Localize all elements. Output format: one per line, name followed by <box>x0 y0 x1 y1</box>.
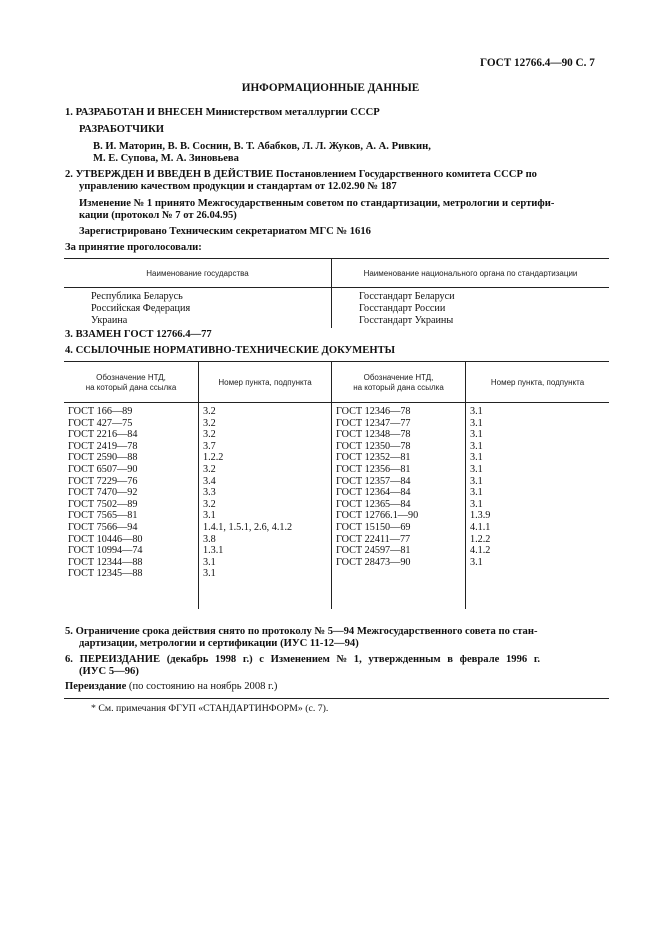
ref-left-item: 3.1 <box>203 510 216 522</box>
ref-right-doc: ГОСТ 24597—81 <box>336 545 411 557</box>
ref-left-doc: ГОСТ 2419—78 <box>68 440 138 452</box>
footnote-separator <box>64 698 609 699</box>
developers-line-2: М. Е. Супова, М. А. Зиновьева <box>93 153 239 164</box>
vote-table-header-border <box>64 287 609 288</box>
ref-right-doc: ГОСТ 12364—84 <box>336 487 411 499</box>
ref-right-item: 1.3.9 <box>470 510 491 522</box>
ref-header-doc-right-line1: Обозначение НТД, <box>363 373 434 382</box>
ref-right-doc: ГОСТ 12347—77 <box>336 417 411 429</box>
ref-left-item: 3.2 <box>203 406 216 417</box>
ref-right-doc: ГОСТ 12346—78 <box>336 406 411 417</box>
ref-left-item: 3.2 <box>203 464 216 475</box>
developers-label: РАЗРАБОТЧИКИ <box>79 124 165 135</box>
vote-body-1: Госстандарт Беларуси <box>359 291 455 302</box>
ref-left-doc: ГОСТ 166—89 <box>68 406 133 417</box>
developers-line-1: В. И. Маторин, В. В. Соснин, В. Т. Абабков, Л. Л. Жуков, А. А. Ривкин, <box>93 141 431 152</box>
ref-right-doc: ГОСТ 12365—84 <box>336 498 411 510</box>
ref-left-doc: ГОСТ 10994—74 <box>68 545 143 557</box>
section-4-text: 4. ССЫЛОЧНЫЕ НОРМАТИВНО-ТЕХНИЧЕСКИЕ ДОКУМЕНТЫ <box>65 345 396 356</box>
ref-right-item: 4.1.1 <box>470 522 491 533</box>
section-1-text: 1. РАЗРАБОТАН И ВНЕСЕН Министерством металлургии СССР <box>65 107 380 118</box>
vote-header-state: Наименование государства <box>146 269 249 278</box>
ref-left-doc: ГОСТ 10446—80 <box>68 533 143 545</box>
ref-right-item: 3.1 <box>470 487 483 499</box>
ref-header-doc-left <box>64 373 198 393</box>
section-5-line-2: дартизации, метрологии и сертификации (ИУС 11-12—94) <box>79 638 359 649</box>
reissue-note <box>65 681 277 693</box>
ref-left-item: 3.7 <box>203 440 216 452</box>
ref-right-doc: ГОСТ 12766.1—90 <box>336 510 419 522</box>
ref-header-item-right: Номер пункта, подпункта <box>490 378 585 387</box>
vote-body-2: Госстандарт России <box>359 303 446 314</box>
footnote: * См. примечания ФГУП «СТАНДАРТИНФОРМ» (с. 7). <box>91 703 329 714</box>
vote-state-1: Республика Беларусь <box>91 291 183 302</box>
section-5-line-1 <box>65 626 609 638</box>
vote-state-2: Российская Федерация <box>91 303 191 314</box>
ref-left-doc: ГОСТ 7470—92 <box>68 487 138 499</box>
ref-divider-1 <box>198 361 199 609</box>
ref-header-doc-left-line1: Обозначение НТД, <box>96 373 166 382</box>
ref-divider-3 <box>465 361 466 609</box>
section-3-text: 3. ВЗАМЕН ГОСТ 12766.4—77 <box>65 329 212 340</box>
ref-left-doc: ГОСТ 2590—88 <box>68 452 138 464</box>
vote-state-3: Украина <box>91 315 128 326</box>
ref-left-doc: ГОСТ 7502—89 <box>68 498 138 510</box>
reissue-text: (по состоянию на ноябрь 2008 г.) <box>126 681 278 692</box>
change-line-1: Изменение № 1 принято Межгосударственным советом по стандартизации, метрологии и сертифи- <box>79 198 555 209</box>
ref-left-doc: ГОСТ 2216—84 <box>68 429 138 441</box>
section-6-line-2: (ИУС 5—96) <box>79 666 139 677</box>
page-title: ИНФОРМАЦИОННЫЕ ДАННЫЕ <box>241 82 420 94</box>
ref-header-doc-right-line2: на который дана ссылка <box>353 383 444 392</box>
change-line-2: кации (протокол № 7 от 26.04.95) <box>79 210 237 221</box>
vote-header-body: Наименование национального органа по стандартизации <box>363 269 578 278</box>
ref-table-top-border <box>64 361 609 362</box>
ref-right-item: 3.1 <box>470 440 483 452</box>
ref-right-item: 3.1 <box>470 452 483 464</box>
section-2-line-2: управлению качеством продукции и стандартам от 12.02.90 № 187 <box>79 181 397 192</box>
section-6-line-1: 6. ПЕРЕИЗДАНИЕ (декабрь 1998 г.) с Изменением № 1, утвержденным в феврале 1996 г. <box>65 654 541 665</box>
ref-left-item: 1.4.1, 1.5.1, 2.6, 4.1.2 <box>203 522 293 533</box>
ref-left-item: 3.2 <box>203 417 216 429</box>
ref-left-doc: ГОСТ 7566—94 <box>68 522 138 533</box>
ref-left-item: 3.2 <box>203 429 216 441</box>
ref-left-item: 1.3.1 <box>203 545 224 557</box>
ref-right-item: 4.1.2 <box>470 545 491 557</box>
ref-right-doc: ГОСТ 28473—90 <box>336 556 411 568</box>
ref-left-item: 3.3 <box>203 487 216 499</box>
ref-right-doc: ГОСТ 12357—84 <box>336 475 411 487</box>
reissue-label: Переиздание <box>65 681 127 692</box>
ref-header-doc-right <box>332 373 465 393</box>
vote-table-top-border <box>64 258 609 259</box>
ref-left-doc: ГОСТ 6507—90 <box>68 464 138 475</box>
ref-right-item: 3.1 <box>470 556 483 568</box>
ref-right-item: 3.1 <box>470 475 483 487</box>
ref-right-item: 1.2.2 <box>470 533 491 545</box>
section-5-line-1-text: 5. Ограничение срока действия снято по протоколу № 5—94 Межгосударственного совета по стан- <box>65 626 538 637</box>
registered-text: Зарегистрировано Техническим секретариатом МГС № 1616 <box>79 226 371 237</box>
ref-table-header-border <box>64 402 609 403</box>
ref-right-item: 3.1 <box>470 464 483 475</box>
ref-left-item: 1.2.2 <box>203 452 224 464</box>
ref-left-doc: ГОСТ 7565—81 <box>68 510 138 522</box>
ref-left-item: 3.1 <box>203 568 216 580</box>
ref-right-doc: ГОСТ 15150—69 <box>336 522 411 533</box>
ref-divider-2 <box>331 361 332 609</box>
ref-left-item: 3.2 <box>203 498 216 510</box>
ref-right-doc: ГОСТ 12356—81 <box>336 464 411 475</box>
ref-right-item: 3.1 <box>470 406 483 417</box>
page-header: ГОСТ 12766.4—90 С. 7 <box>480 57 595 69</box>
ref-header-item-left: Номер пункта, подпункта <box>218 378 312 387</box>
ref-right-item: 3.1 <box>470 498 483 510</box>
ref-left-doc: ГОСТ 12344—88 <box>68 556 143 568</box>
section-2-line-1: 2. УТВЕРЖДЕН И ВВЕДЕН В ДЕЙСТВИЕ Постановлением Государственного комитета СССР по <box>65 169 537 180</box>
ref-right-doc: ГОСТ 12350—78 <box>336 440 411 452</box>
vote-body-3: Госстандарт Украины <box>359 315 454 326</box>
ref-left-doc: ГОСТ 12345—88 <box>68 568 143 580</box>
ref-right-item: 3.1 <box>470 417 483 429</box>
ref-right-doc: ГОСТ 22411—77 <box>336 533 411 545</box>
ref-right-doc: ГОСТ 12348—78 <box>336 429 411 441</box>
ref-left-doc: ГОСТ 7229—76 <box>68 475 138 487</box>
ref-left-item: 3.4 <box>203 475 216 487</box>
ref-left-item: 3.8 <box>203 533 216 545</box>
ref-left-item: 3.1 <box>203 556 216 568</box>
voted-label: За принятие проголосовали: <box>65 242 202 253</box>
ref-header-doc-left-line2: на который дана ссылка <box>85 383 177 392</box>
ref-left-doc: ГОСТ 427—75 <box>68 417 133 429</box>
ref-right-item: 3.1 <box>470 429 483 441</box>
ref-right-doc: ГОСТ 12352—81 <box>336 452 411 464</box>
